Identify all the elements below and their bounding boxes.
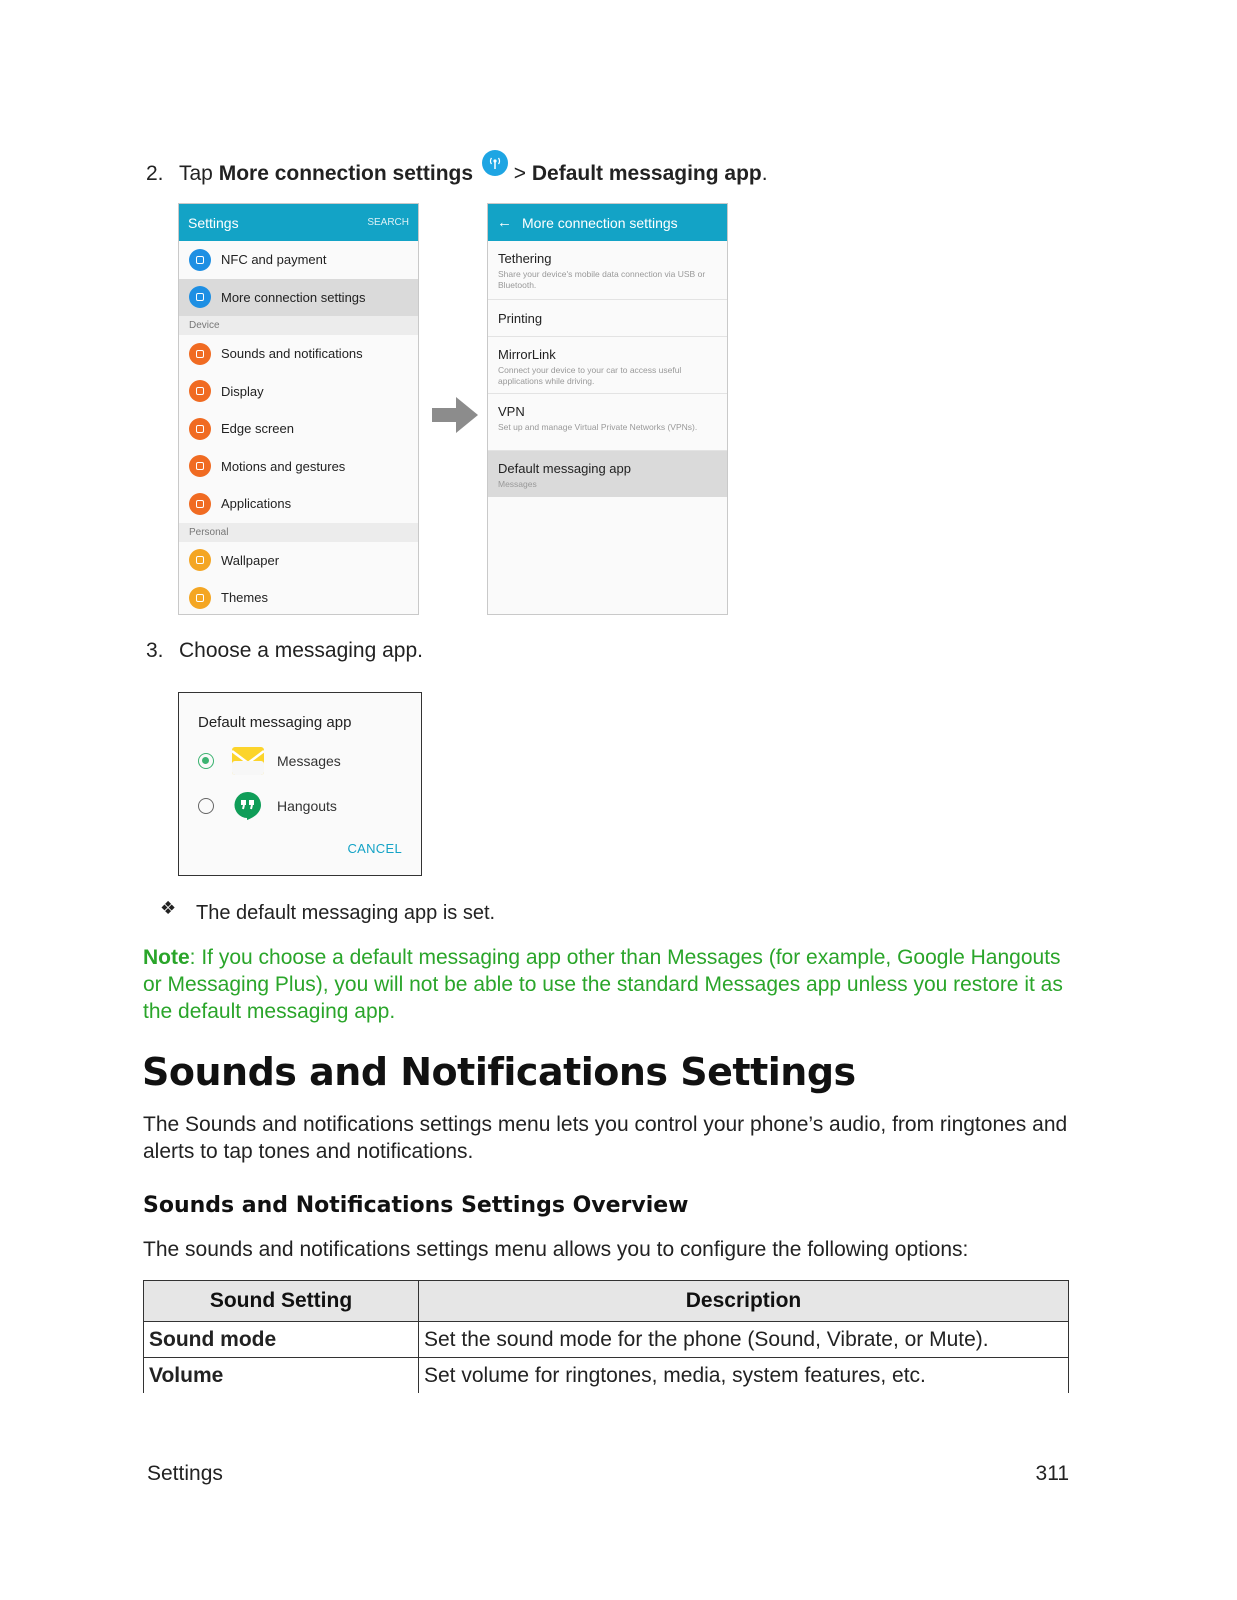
settings-item-label: Wallpaper [221, 552, 280, 568]
connection-item-tethering[interactable] [488, 241, 727, 300]
item-title: MirrorLink [498, 347, 556, 362]
table-header: Description [419, 1281, 1069, 1322]
table-header-row [144, 1281, 1069, 1322]
option-label: Messages [277, 753, 341, 769]
applications-icon [189, 493, 211, 515]
settings-item-edge[interactable] [179, 410, 418, 448]
motions-icon [189, 455, 211, 477]
page-number: 311 [1035, 1462, 1069, 1485]
edge-icon [189, 418, 211, 440]
settings-title: Settings [188, 214, 239, 231]
section-heading: Sounds and Notifications Settings [142, 1050, 856, 1094]
note [143, 944, 1083, 1025]
item-subtitle: Messages [498, 479, 537, 489]
item-title: Tethering [498, 251, 552, 266]
settings-item-themes[interactable] [179, 579, 418, 615]
settings-item-wallpaper[interactable] [179, 542, 418, 580]
settings-item-label: More connection settings [221, 289, 366, 305]
default-messaging-dialog [178, 692, 422, 876]
step-text: Choose a messaging app. [179, 639, 423, 662]
step-number: 2. [146, 162, 164, 185]
intro-paragraph: The Sounds and notifications settings menu lets you control your phone’s audio, from ringtones and alerts to tap tones and notifications. [143, 1113, 1068, 1163]
step-3 [146, 639, 423, 663]
table-row [144, 1322, 1069, 1358]
option-label: Hangouts [277, 798, 337, 814]
result-text: The default messaging app is set. [196, 902, 496, 924]
connection-settings-icon [482, 150, 508, 176]
table-header: Sound Setting [144, 1281, 419, 1322]
table-cell-description: Set the sound mode for the phone (Sound, Vibrate, or Mute). [419, 1322, 1069, 1358]
connection-item-default-messaging[interactable] [488, 451, 727, 497]
wallpaper-icon [189, 549, 211, 571]
step-period: . [761, 162, 768, 185]
cancel-button[interactable]: CANCEL [347, 841, 402, 856]
section-device: Device [179, 316, 418, 335]
connection-item-vpn[interactable] [488, 394, 727, 451]
radio-unselected[interactable] [198, 798, 214, 814]
step-number: 3. [146, 639, 164, 662]
settings-item-motions[interactable] [179, 448, 418, 486]
item-title: VPN [498, 404, 525, 419]
settings-item-more-connection[interactable] [179, 279, 418, 317]
item-subtitle: Share your device's mobile data connection via USB or Bluetooth. [498, 269, 706, 290]
item-subtitle: Set up and manage Virtual Private Networks (VPNs). [498, 422, 698, 432]
nfc-icon [189, 249, 211, 271]
footer-section: Settings [147, 1462, 223, 1485]
settings-item-label: Applications [221, 496, 292, 512]
settings-item-label: Sounds and notifications [221, 346, 363, 362]
connection-settings-screenshot [487, 203, 728, 615]
display-icon [189, 380, 211, 402]
item-subtitle: Connect your device to your car to access useful applications while driving. [498, 365, 682, 386]
settings-item-label: NFC and payment [221, 252, 327, 268]
table-cell-setting: Sound mode [144, 1322, 419, 1358]
search-button[interactable]: SEARCH [367, 217, 409, 228]
note-label: Note [143, 946, 190, 969]
item-title: Default messaging app [498, 461, 631, 476]
connection-title: More connection settings [522, 214, 678, 231]
step-separator: > [513, 162, 527, 185]
table-cell-description: Set volume for ringtones, media, system features, etc. [419, 1358, 1069, 1394]
sub-heading: Sounds and Notifications Settings Overview [143, 1193, 689, 1218]
settings-app-bar [179, 204, 418, 241]
sound-settings-table [143, 1280, 1069, 1393]
sound-icon [189, 343, 211, 365]
dialog-title: Default messaging app [198, 714, 352, 731]
hangouts-app-icon [232, 790, 264, 822]
table-cell-setting: Volume [144, 1358, 419, 1394]
step-target-2: Default messaging app [531, 162, 762, 185]
settings-item-label: Edge screen [221, 421, 294, 437]
themes-icon [189, 587, 211, 609]
radio-selected[interactable] [198, 753, 214, 769]
settings-item-sounds[interactable] [179, 335, 418, 373]
item-title: Printing [498, 311, 543, 326]
connection-item-mirrorlink[interactable] [488, 337, 727, 394]
step-2 [146, 150, 768, 186]
connection-app-bar [488, 204, 727, 241]
settings-item-applications[interactable] [179, 485, 418, 523]
option-messages[interactable] [198, 745, 341, 777]
settings-item-display[interactable] [179, 373, 418, 411]
settings-item-label: Motions and gestures [221, 458, 346, 474]
section-personal: Personal [179, 523, 418, 542]
bullet-diamond-icon: ❖ [160, 898, 177, 918]
back-arrow-icon[interactable]: ← [497, 214, 512, 231]
messages-app-icon [232, 745, 264, 777]
result-bullet [160, 898, 495, 925]
connection-item-printing[interactable] [488, 300, 727, 337]
step-target: More connection settings [218, 162, 474, 185]
step-prefix: Tap [179, 162, 213, 185]
settings-screenshot [178, 203, 419, 615]
right-arrow-icon [430, 394, 480, 436]
settings-item-label: Display [221, 383, 264, 399]
table-row [144, 1358, 1069, 1394]
overview-paragraph: The sounds and notifications settings menu allows you to configure the following options: [143, 1238, 969, 1261]
connection-icon [189, 286, 211, 308]
settings-item-nfc[interactable] [179, 241, 418, 279]
option-hangouts[interactable] [198, 790, 337, 822]
settings-item-label: Themes [221, 590, 268, 606]
note-text: : If you choose a default messaging app other than Messages (for example, Google Hangouts or Messaging Plus), you will not be able to use the standard Messages app unless you restore it as the default messaging app. [143, 946, 1063, 1023]
